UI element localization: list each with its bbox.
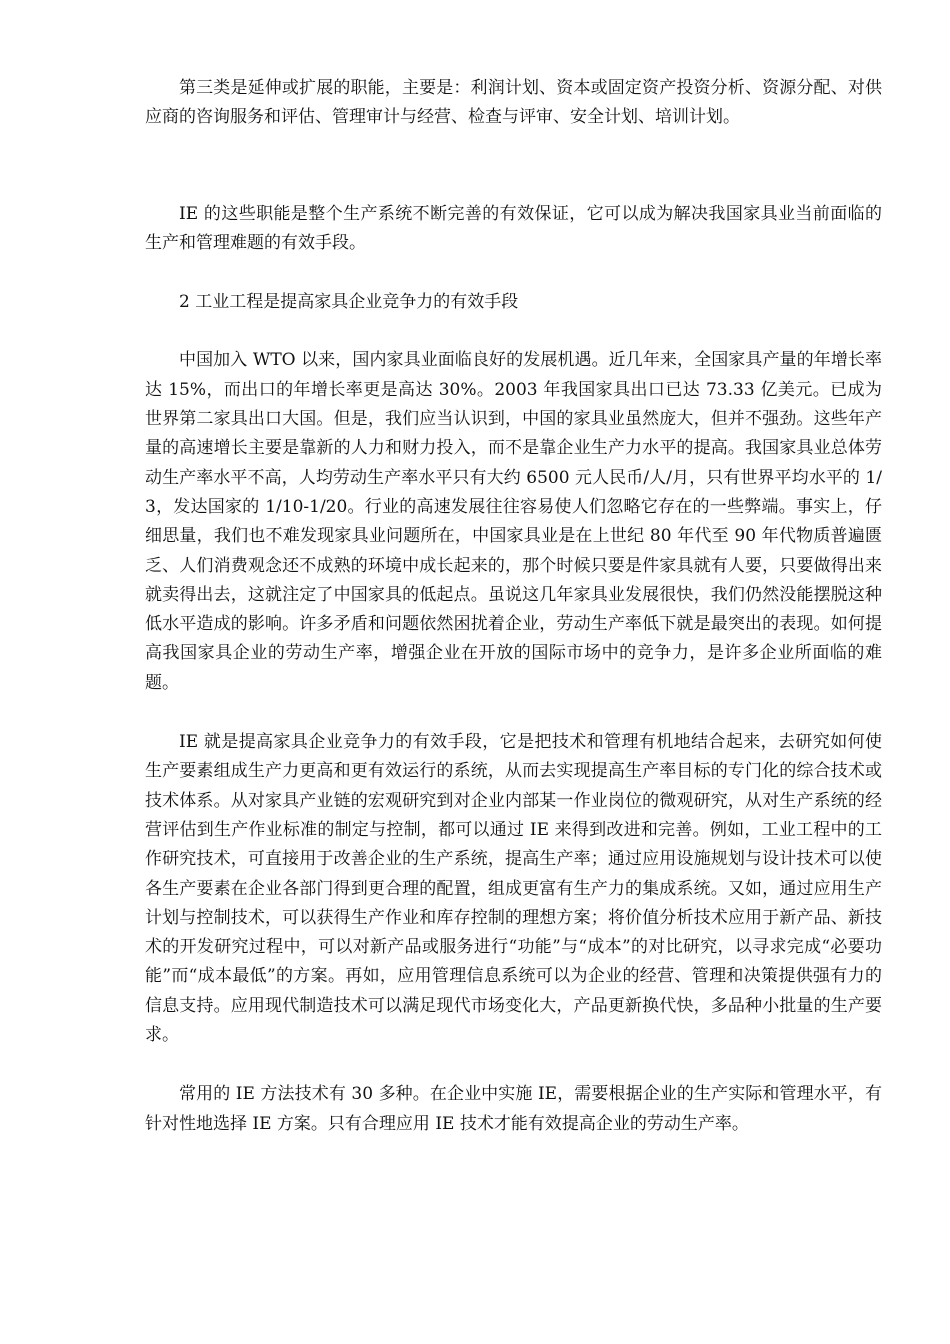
paragraph-extended-functions: 第三类是延伸或扩展的职能，主要是：利润计划、资本或固定资产投资分析、资源分配、对供应商的咨询服务和评估、管理审计与经营、检查与评审、安全计划、培训计划。 <box>145 78 882 128</box>
paragraph-industry-background: 中国加入 WTO 以来，国内家具业面临良好的发展机遇。近几年来，全国家具产量的年增长率达 15%，而出口的年增长率更是高达 30%。2003 年我国家具出口已达 73.33 亿美元。已成为世界第二家具出口大国。但是，我们应当认识到，中国的家具业虽然庞大，但并不强劲。这些年产量的高速增长主要是靠新的人力和财力投入，而不是靠企业生产力水平的提高。我国家具业总体劳动生产率水平不高，人均劳动生产率水平只有大约 6500 元人民币/人/月，只有世界平均水平的 1/3，发达国家的 1/10-1/20。行业的高速发展往往容易使人们忽略它存在的一些弊端。事实上，仔细思量，我们也不难发现家具业问题所在，中国家具业是在上世纪 80 年代至 90 年代物质普遍匮乏、人们消费观念还不成熟的环境中成长起来的，那个时候只要是件家具就有人要，只要做得出来就卖得出去，这就注定了中国家具的低起点。虽说这几年家具业发展很快，我们仍然没能摆脱这种低水平造成的影响。许多矛盾和问题依然困扰着企业，劳动生产率低下就是最突出的表现。如何提高我国家具企业的劳动生产率，增强企业在开放的国际市场中的竞争力，是许多企业所面临的难题。 <box>145 350 882 693</box>
paragraph-ie-methods: 常用的 IE 方法技术有 30 多种。在企业中实施 IE，需要根据企业的生产实际和管理水平，有针对性地选择 IE 方案。只有合理应用 IE 技术才能有效提高企业的劳动生产率。 <box>145 1084 882 1134</box>
paragraph-ie-functions-summary: IE 的这些职能是整个生产系统不断完善的有效保证，它可以成为解决我国家具业当前面临的生产和管理难题的有效手段。 <box>145 203 882 253</box>
paragraph-ie-as-means: IE 就是提高家具企业竞争力的有效手段，它是把技术和管理有机地结合起来，去研究如何使生产要素组成生产力更高和更有效运行的系统，从而去实现提高生产率目标的专门化的综合技术或技术体系。从对家具产业链的宏观研究到对企业内部某一作业岗位的微观研究，从对生产系统的经营评估到生产作业标准的制定与控制，都可以通过 IE 来得到改进和完善。例如，工业工程中的工作研究技术，可直接用于改善企业的生产系统，提高生产率；通过应用设施规划与设计技术可以使各生产要素在企业各部门得到更合理的配置，组成更富有生产力的集成系统。又如，通过应用生产计划与控制技术，可以获得生产作业和库存控制的理想方案；将价值分析技术应用于新产品、新技术的开发研究过程中，可以对新产品或服务进行“功能”与“成本”的对比研究，以寻求完成“必要功能”而“成本最低”的方案。再如，应用管理信息系统可以为企业的经营、管理和决策提供强有力的信息支持。应用现代制造技术可以满足现代市场变化大，产品更新换代快，多品种小批量的生产要求。 <box>145 732 882 1046</box>
section-heading: 2 工业工程是提高家具企业竞争力的有效手段 <box>179 292 519 313</box>
document-page <box>145 74 882 1139</box>
